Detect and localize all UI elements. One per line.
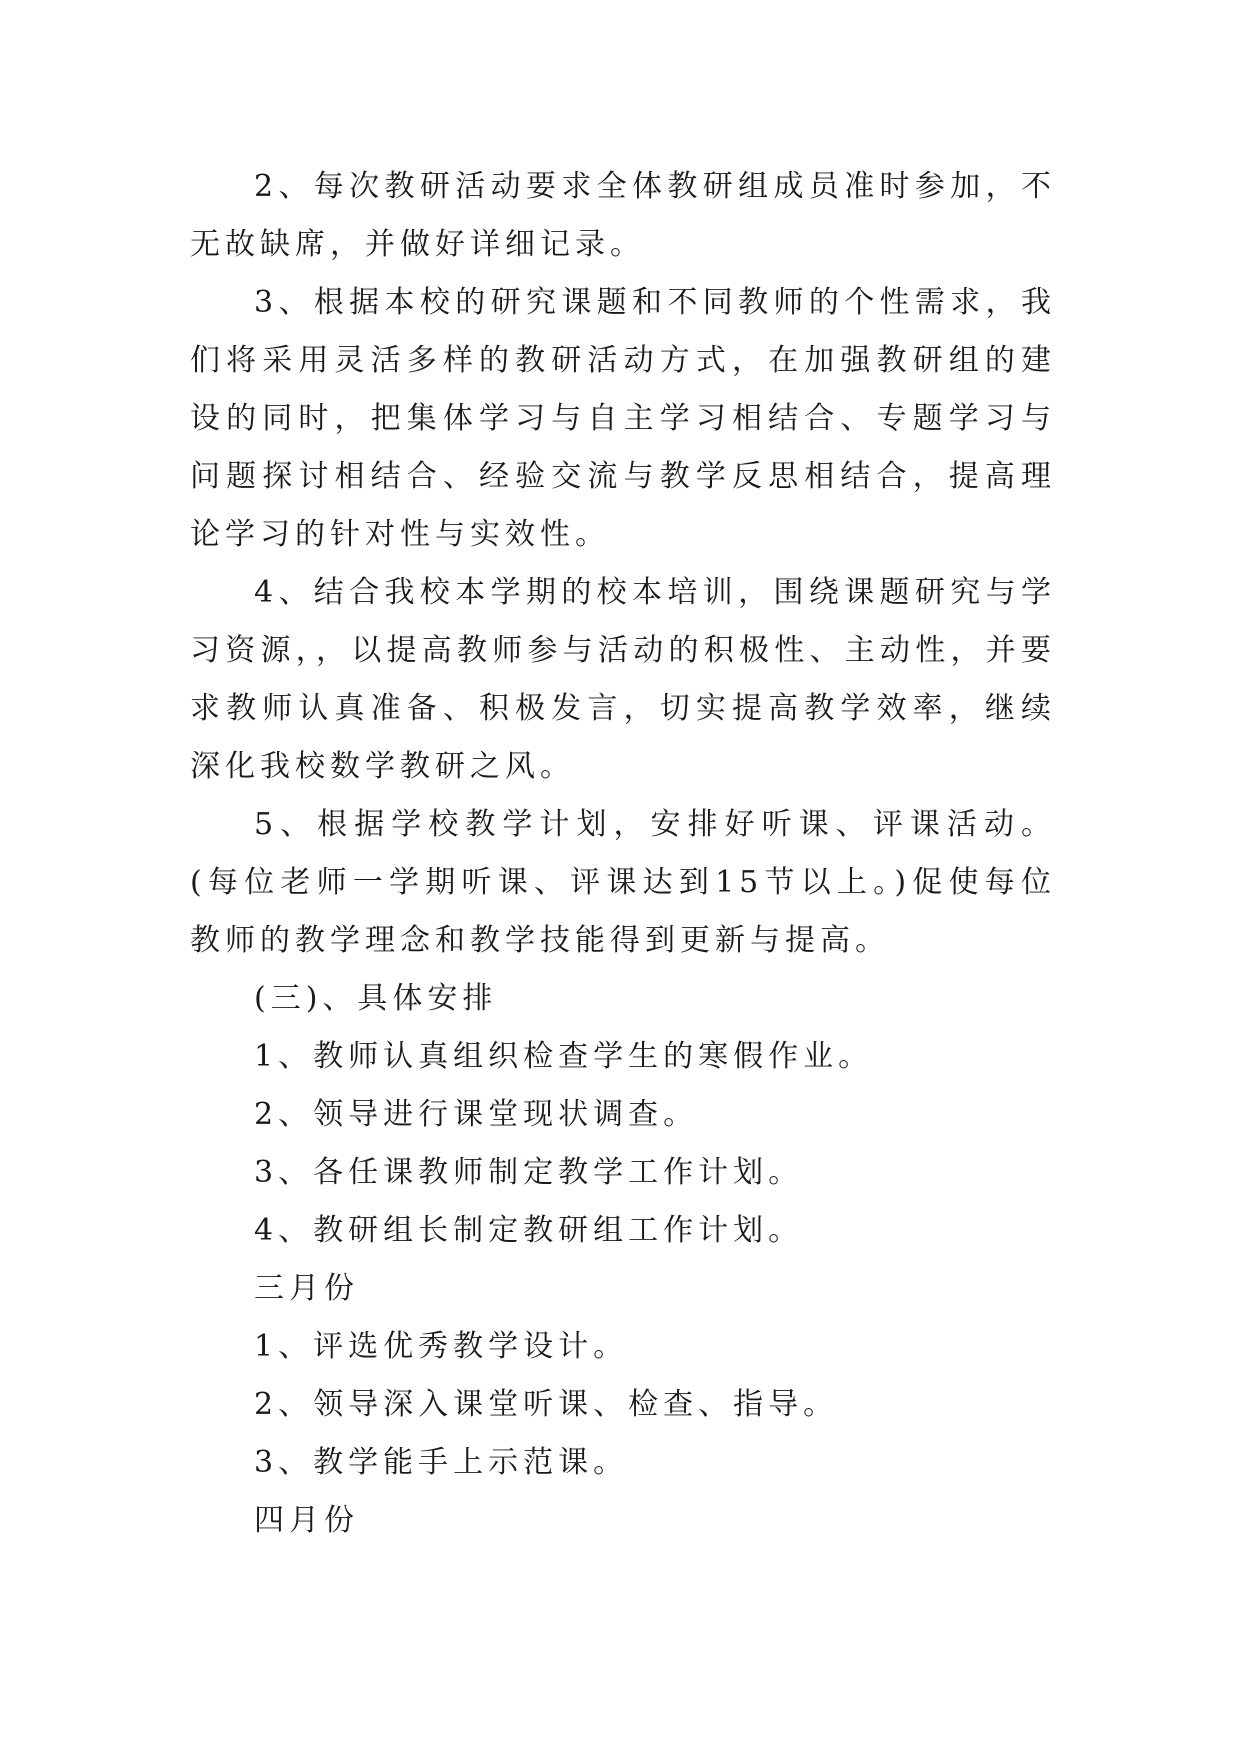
paragraph-item-3: 3、根据本校的研究课题和不同教师的个性需求，我们将采用灵活多样的教研活动方式，在加强教研组的建设的同时，把集体学习与自主学习相结合、专题学习与问题探讨相结合、经验交流与教学反思相结合，提高理论学习的针对性与实效性。 bbox=[190, 285, 1056, 552]
month-heading-april: 四月份 bbox=[254, 1503, 359, 1538]
schedule-item: 1、教师认真组织检查学生的寒假作业。 bbox=[254, 1039, 874, 1074]
section-heading-schedule: (三)、具体安排 bbox=[254, 981, 498, 1016]
schedule-item: 2、领导深入课堂听课、检查、指导。 bbox=[254, 1387, 839, 1422]
schedule-item: 2、领导进行课堂现状调查。 bbox=[254, 1097, 699, 1132]
month-heading-march: 三月份 bbox=[254, 1271, 359, 1306]
schedule-item: 4、教研组长制定教研组工作计划。 bbox=[254, 1213, 804, 1248]
schedule-item: 3、各任课教师制定教学工作计划。 bbox=[254, 1155, 804, 1190]
schedule-item: 3、教学能手上示范课。 bbox=[254, 1445, 629, 1480]
paragraph-item-4: 4、结合我校本学期的校本培训，围绕课题研究与学习资源，，以提高教师参与活动的积极性、主动性，并要求教师认真准备、积极发言，切实提高教学效率，继续深化我校数学教研之风。 bbox=[190, 575, 1056, 784]
paragraph-item-5: 5、根据学校教学计划，安排好听课、评课活动。(每位老师一学期听课、评课达到15节以上。)促使每位教师的教学理念和教学技能得到更新与提高。 bbox=[190, 807, 1056, 958]
schedule-item: 1、评选优秀教学设计。 bbox=[254, 1329, 629, 1364]
paragraph-item-2: 2、每次教研活动要求全体教研组成员准时参加，不无故缺席，并做好详细记录。 bbox=[190, 169, 1056, 262]
document-body bbox=[190, 158, 1056, 1550]
